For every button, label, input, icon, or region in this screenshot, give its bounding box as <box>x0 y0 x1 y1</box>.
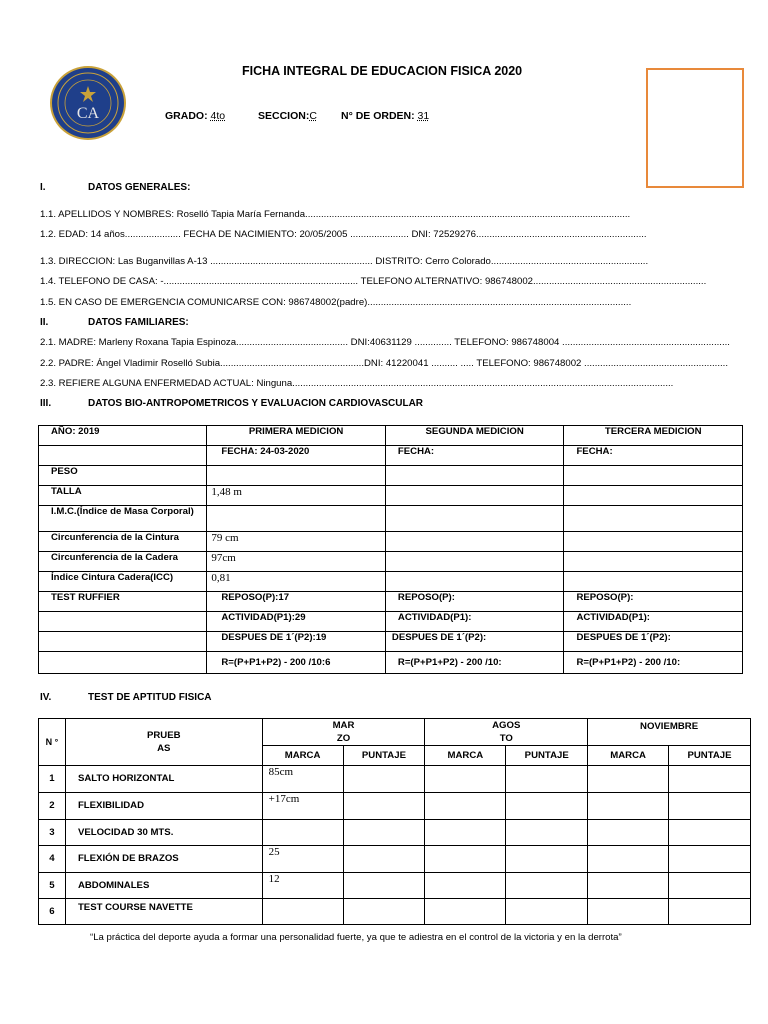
seccion-value: C <box>309 110 317 122</box>
aptitud-table <box>38 718 751 925</box>
marca-header-1: MARCA <box>262 746 343 766</box>
cell <box>343 873 425 899</box>
cell <box>669 873 751 899</box>
seccion-field <box>258 110 317 122</box>
header-primera: PRIMERA MEDICION <box>207 426 386 446</box>
pruebas-header <box>65 719 262 766</box>
cell <box>343 899 425 925</box>
empty-cell <box>39 612 207 632</box>
cell <box>669 766 751 793</box>
fecha-3: FECHA: <box>564 446 743 466</box>
reposo-1: REPOSO(P):17 <box>207 592 386 612</box>
cell <box>669 899 751 925</box>
field-telefono: 1.4. TELEFONO DE CASA: -......................................................................... TELEFONO ALTERNATIVO: 986748002................................................................. <box>40 276 707 287</box>
cadera-label: Circunferencia de la Cadera <box>39 552 207 572</box>
row-number: 5 <box>39 873 66 899</box>
table-row <box>39 793 751 820</box>
imc-label: I.M.C.(Índice de Masa Corporal) <box>39 506 207 532</box>
imc-1 <box>207 506 386 532</box>
photo-box <box>646 68 744 188</box>
reposo-3: REPOSO(P): <box>564 592 743 612</box>
puntaje-header-3: PUNTAJE <box>669 746 751 766</box>
marca-marzo: 85cm <box>262 766 343 793</box>
marzo-header <box>262 719 425 746</box>
puntaje-header-2: PUNTAJE <box>506 746 588 766</box>
cadera-1: 97cm <box>207 552 386 572</box>
reposo-2: REPOSO(P): <box>385 592 564 612</box>
icc-1: 0,81 <box>207 572 386 592</box>
icc-3 <box>564 572 743 592</box>
cell <box>669 820 751 846</box>
despues-1: DESPUES DE 1´(P2):19 <box>207 632 386 652</box>
cell <box>506 899 588 925</box>
cell <box>588 793 669 820</box>
n-header: N ° <box>39 719 66 766</box>
cadera-2 <box>385 552 564 572</box>
row-number: 6 <box>39 899 66 925</box>
cadera-3 <box>564 552 743 572</box>
peso-3 <box>564 466 743 486</box>
cell <box>506 793 588 820</box>
cell <box>343 793 425 820</box>
cell <box>425 899 506 925</box>
imc-3 <box>564 506 743 532</box>
cell <box>506 846 588 873</box>
prueba-name: ABDOMINALES <box>65 873 262 899</box>
header-tercera: TERCERA MEDICION <box>564 426 743 446</box>
row-number: 3 <box>39 820 66 846</box>
section-1-number: I. <box>40 182 46 193</box>
cell <box>588 899 669 925</box>
logo-emblem-icon <box>52 68 124 138</box>
peso-1 <box>207 466 386 486</box>
talla-3 <box>564 486 743 506</box>
cell <box>425 846 506 873</box>
section-2-title: DATOS FAMILIARES: <box>88 317 189 328</box>
actividad-1: ACTIVIDAD(P1):29 <box>207 612 386 632</box>
field-padre: 2.2. PADRE: Ángel Vladimir Roselló Subia......................................................DNI: 41220041 .......... ..... TELEFONO: 986748002 ...................................................... <box>40 358 728 369</box>
fecha-1: FECHA: 24-03-2020 <box>207 446 386 466</box>
marca-marzo: 25 <box>262 846 343 873</box>
icc-label: Índice Cintura Cadera(ICC) <box>39 572 207 592</box>
marca-marzo <box>262 820 343 846</box>
section-1-title: DATOS GENERALES: <box>88 182 191 193</box>
section-3-number: III. <box>40 398 52 409</box>
marca-marzo: +17cm <box>262 793 343 820</box>
logo-letters: CA <box>76 105 100 122</box>
table-row <box>39 873 751 899</box>
cell <box>669 846 751 873</box>
section-4-number: IV. <box>40 692 52 703</box>
cell <box>425 820 506 846</box>
puntaje-header-1: PUNTAJE <box>343 746 425 766</box>
header-segunda: SEGUNDA MEDICION <box>385 426 564 446</box>
seccion-label: SECCION: <box>258 110 310 122</box>
cell <box>588 873 669 899</box>
agosto-header-text: AGOS TO <box>492 720 521 744</box>
actividad-2: ACTIVIDAD(P1): <box>385 612 564 632</box>
grado-value: 4to <box>210 110 226 122</box>
marca-header-3: MARCA <box>588 746 669 766</box>
orden-value: 31 <box>417 110 430 122</box>
section-3-title: DATOS BIO-ANTROPOMETRICOS Y EVALUACION CARDIOVASCULAR <box>88 398 424 409</box>
field-apellidos: 1.1. APELLIDOS Y NOMBRES: Roselló Tapia María Fernanda.......................................................................................................................... <box>40 209 631 220</box>
table-row <box>39 846 751 873</box>
empty-cell <box>39 446 207 466</box>
cell <box>506 820 588 846</box>
prueba-name: VELOCIDAD 30 MTS. <box>65 820 262 846</box>
prueba-name: FLEXIÓN DE BRAZOS <box>65 846 262 873</box>
orden-label: N° DE ORDEN: <box>341 110 415 122</box>
section-2-number: II. <box>40 317 49 328</box>
empty-cell <box>39 632 207 652</box>
peso-2 <box>385 466 564 486</box>
imc-2 <box>385 506 564 532</box>
grado-field <box>165 110 225 122</box>
bio-table <box>38 425 743 674</box>
cintura-3 <box>564 532 743 552</box>
field-emergencia: 1.5. EN CASO DE EMERGENCIA COMUNICARSE CON: 986748002(padre)................................................................................................... <box>40 297 632 308</box>
peso-label: PESO <box>39 466 207 486</box>
marca-marzo: 12 <box>262 873 343 899</box>
ruffier-result-1: R=(P+P1+P2) - 200 /10:6 <box>207 652 386 674</box>
prueba-name: FLEXIBILIDAD <box>65 793 262 820</box>
cell <box>343 766 425 793</box>
footer-quote: “La práctica del deporte ayuda a formar una personalidad fuerte, ya que te adiestra en el control de la victoria y en la derrota” <box>90 932 622 943</box>
cell <box>425 793 506 820</box>
ruffier-result-3: R=(P+P1+P2) - 200 /10: <box>564 652 743 674</box>
cell <box>588 766 669 793</box>
field-edad: 1.2. EDAD: 14 años..................... FECHA DE NACIMIENTO: 20/05/2005 ...................... DNI: 72529276................................................................ <box>40 229 647 240</box>
actividad-3: ACTIVIDAD(P1): <box>564 612 743 632</box>
row-number: 2 <box>39 793 66 820</box>
field-direccion: 1.3. DIRECCION: Las Buganvillas A-13 ............................................................. DISTRITO: Cerro Colorado........................................................... <box>40 256 649 267</box>
school-logo <box>50 66 126 140</box>
cell <box>425 873 506 899</box>
field-madre: 2.1. MADRE: Marleny Roxana Tapia Espinoza.......................................... DNI:40631129 .............. TELEFONO: 986748004 ............................................................... <box>40 337 730 348</box>
cell <box>588 820 669 846</box>
marzo-header-text: MAR ZO <box>332 720 355 744</box>
noviembre-header: NOVIEMBRE <box>588 719 751 746</box>
section-4-title: TEST DE APTITUD FISICA <box>88 692 212 703</box>
icc-2 <box>385 572 564 592</box>
row-number: 1 <box>39 766 66 793</box>
cell <box>343 846 425 873</box>
cell <box>588 846 669 873</box>
prueba-name: SALTO HORIZONTAL <box>65 766 262 793</box>
cell <box>506 873 588 899</box>
ruffier-label: TEST RUFFIER <box>39 592 207 612</box>
table-row <box>39 899 751 925</box>
fecha-2: FECHA: <box>385 446 564 466</box>
cintura-2 <box>385 532 564 552</box>
talla-label: TALLA <box>39 486 207 506</box>
cell <box>343 820 425 846</box>
table-row <box>39 820 751 846</box>
despues-2: DESPUES DE 1´(P2): <box>385 632 564 652</box>
marca-header-2: MARCA <box>425 746 506 766</box>
pruebas-header-text: PRUEB AS <box>146 730 181 754</box>
orden-field <box>341 110 429 122</box>
ruffier-result-2: R=(P+P1+P2) - 200 /10: <box>385 652 564 674</box>
field-enfermedad: 2.3. REFIERE ALGUNA ENFERMEDAD ACTUAL: Ninguna............................................................................................................................................... <box>40 378 674 389</box>
cintura-1: 79 cm <box>207 532 386 552</box>
cintura-label: Circunferencia de la Cintura <box>39 532 207 552</box>
empty-cell <box>39 652 207 674</box>
table-row <box>39 766 751 793</box>
prueba-name: TEST COURSE NAVETTE <box>65 899 262 925</box>
despues-3: DESPUES DE 1´(P2): <box>564 632 743 652</box>
cell <box>669 793 751 820</box>
agosto-header <box>425 719 588 746</box>
row-number: 4 <box>39 846 66 873</box>
marca-marzo <box>262 899 343 925</box>
year-cell: AÑO: 2019 <box>39 426 207 446</box>
cell <box>425 766 506 793</box>
cell <box>506 766 588 793</box>
talla-2 <box>385 486 564 506</box>
page-title: FICHA INTEGRAL DE EDUCACION FISICA 2020 <box>242 64 523 78</box>
grado-label: GRADO: <box>165 110 208 122</box>
talla-1: 1,48 m <box>207 486 386 506</box>
